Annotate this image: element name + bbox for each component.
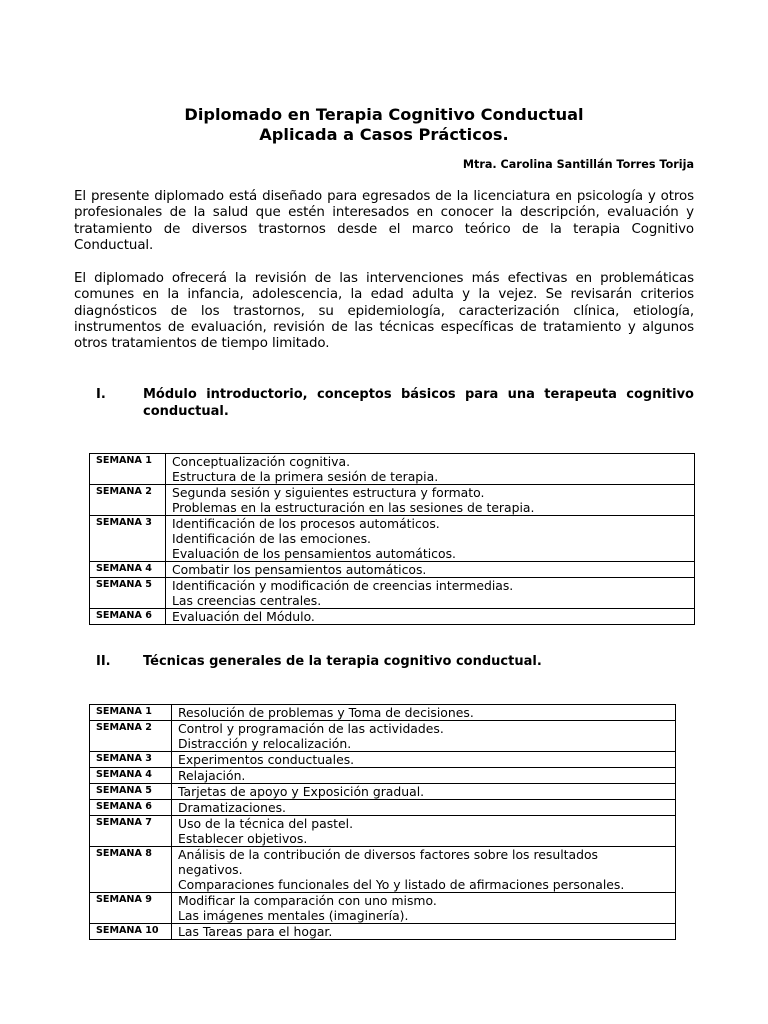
week-label: SEMANA 2 — [90, 721, 172, 752]
topic-line: negativos. — [178, 862, 243, 877]
week-topics — [172, 847, 676, 893]
table-row — [90, 752, 676, 768]
topic-line: Problemas en la estructuración en las sesiones de terapia. — [172, 500, 535, 515]
week-label: SEMANA 1 — [90, 705, 172, 721]
intro-paragraph: El presente diplomado está diseñado para egresados de la licenciatura en psicología y otros profesionales de la salud que estén interesados en conocer la descripción, evaluación y tratamiento de diversos trastornos desde el marco teórico de la terapia Cognitivo Conductual. — [74, 189, 694, 253]
topic-line: Conceptualización cognitiva. — [172, 454, 351, 469]
topic-line: Evaluación de los pensamientos automáticos. — [172, 546, 456, 561]
table-row — [90, 893, 676, 924]
table-row — [90, 800, 676, 816]
week-topics — [172, 768, 676, 784]
table-row — [90, 721, 676, 752]
topic-line: Establecer objetivos. — [178, 831, 308, 846]
table-row — [90, 768, 676, 784]
week-topics — [166, 578, 695, 609]
week-topics — [166, 516, 695, 562]
table-row — [90, 847, 676, 893]
topic-line: Combatir los pensamientos automáticos. — [172, 562, 427, 577]
week-label: SEMANA 3 — [90, 516, 166, 562]
table-row — [90, 485, 695, 516]
week-label: SEMANA 4 — [90, 768, 172, 784]
topic-line: Experimentos conductuales. — [178, 752, 355, 767]
week-label: SEMANA 1 — [90, 454, 166, 485]
week-topics — [172, 924, 676, 940]
section1-schedule-table — [89, 453, 695, 625]
topic-line: Las creencias centrales. — [172, 593, 322, 608]
week-label: SEMANA 5 — [90, 578, 166, 609]
week-label: SEMANA 2 — [90, 485, 166, 516]
week-topics — [172, 752, 676, 768]
table-row — [90, 516, 695, 562]
topic-line: Resolución de problemas y Toma de decisiones. — [178, 705, 474, 720]
week-label: SEMANA 9 — [90, 893, 172, 924]
topic-line: Estructura de la primera sesión de terapia. — [172, 469, 439, 484]
table-row — [90, 578, 695, 609]
document-title-line2: Aplicada a Casos Prácticos. — [259, 125, 509, 144]
week-label: SEMANA 10 — [90, 924, 172, 940]
week-label: SEMANA 5 — [90, 784, 172, 800]
table-row — [90, 924, 676, 940]
week-topics — [166, 454, 695, 485]
week-topics — [172, 705, 676, 721]
table-row — [90, 816, 676, 847]
table-row — [90, 609, 695, 625]
week-label: SEMANA 7 — [90, 816, 172, 847]
table-row — [90, 454, 695, 485]
week-topics — [166, 485, 695, 516]
week-label: SEMANA 6 — [90, 609, 166, 625]
topic-line: Uso de la técnica del pastel. — [178, 816, 354, 831]
document-title-line1: Diplomado en Terapia Cognitivo Conductual — [184, 105, 584, 124]
author-name: Mtra. Carolina Santillán Torres Torija — [462, 158, 694, 171]
week-topics — [166, 562, 695, 578]
week-topics — [172, 893, 676, 924]
topic-line: Identificación de las emociones. — [172, 531, 371, 546]
topic-line: Identificación y modificación de creencias intermedias. — [172, 578, 514, 593]
topic-line: Distracción y relocalización. — [178, 736, 352, 751]
table-row — [90, 784, 676, 800]
week-topics — [172, 721, 676, 752]
week-label: SEMANA 6 — [90, 800, 172, 816]
topic-line: Evaluación del Módulo. — [172, 609, 315, 624]
topic-line: Modificar la comparación con uno mismo. — [178, 893, 437, 908]
topic-line: Las Tareas para el hogar. — [178, 924, 333, 939]
topic-line: Segunda sesión y siguientes estructura y formato. — [172, 485, 485, 500]
week-label: SEMANA 4 — [90, 562, 166, 578]
topic-line: Análisis de la contribución de diversos factores sobre los resultados — [178, 847, 598, 862]
section1-title: Módulo introductorio, conceptos básicos para una terapeuta cognitivo conductual. — [143, 387, 694, 419]
topic-line: Identificación de los procesos automáticos. — [172, 516, 440, 531]
topic-line: Dramatizaciones. — [178, 800, 286, 815]
section2-number: II. — [96, 654, 111, 669]
week-topics — [172, 800, 676, 816]
topic-line: Control y programación de las actividades. — [178, 721, 444, 736]
week-label: SEMANA 8 — [90, 847, 172, 893]
section2-schedule-table — [89, 704, 676, 940]
week-topics — [172, 816, 676, 847]
topic-line: Tarjetas de apoyo y Exposición gradual. — [178, 784, 425, 799]
table-row — [90, 562, 695, 578]
table-row — [90, 705, 676, 721]
section1-number: I. — [96, 387, 106, 402]
week-label: SEMANA 3 — [90, 752, 172, 768]
description-paragraph: El diplomado ofrecerá la revisión de las intervenciones más efectivas en problemáticas comunes en la infancia, adolescencia, la edad adulta y la vejez. Se revisarán criterios diagnósticos de los trastornos, su epidemiología, caracterización clínica, etiología, instrumentos de evaluación, revisión de las técnicas específicas de tratamiento y algunos otros tratamientos de tiempo limitado. — [74, 271, 694, 352]
section2-title: Técnicas generales de la terapia cognitivo conductual. — [143, 654, 542, 669]
topic-line: Comparaciones funcionales del Yo y listado de afirmaciones personales. — [178, 877, 625, 892]
topic-line: Las imágenes mentales (imaginería). — [178, 908, 409, 923]
week-topics — [166, 609, 695, 625]
topic-line: Relajación. — [178, 768, 246, 783]
week-topics — [172, 784, 676, 800]
